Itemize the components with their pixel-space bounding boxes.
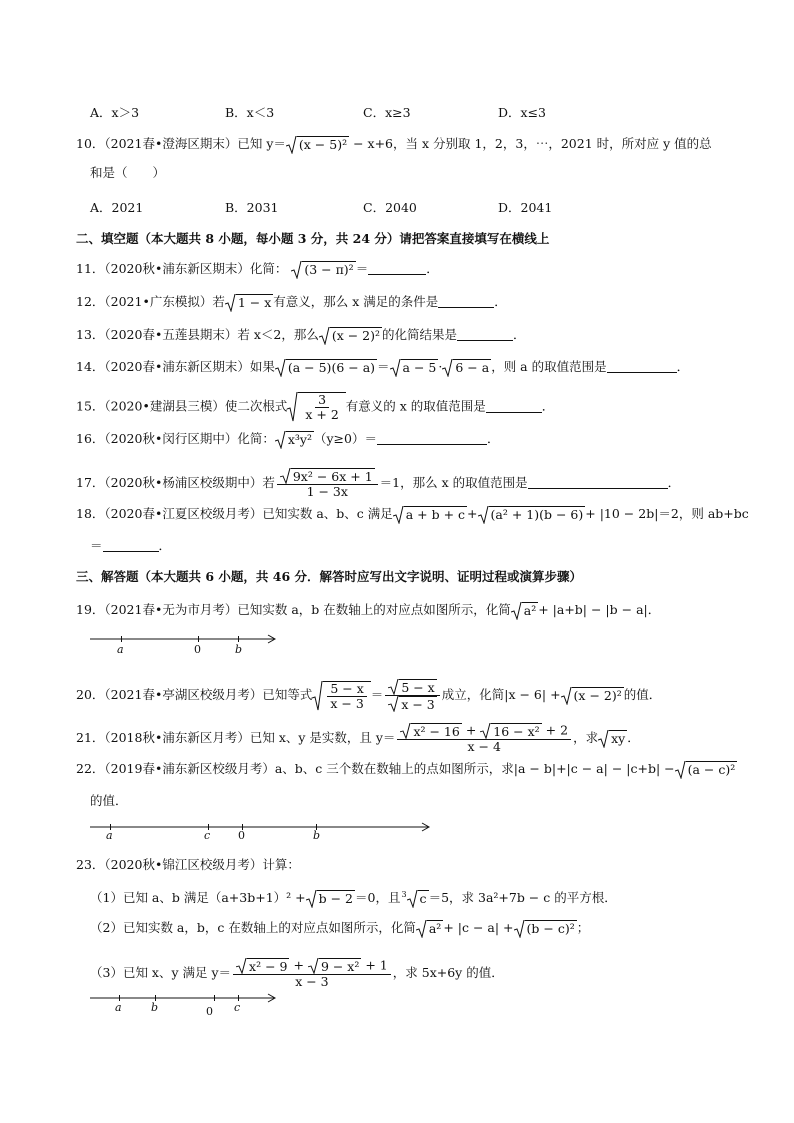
axis-label-c: c [204,829,211,842]
axis-label-0: 0 [206,1005,213,1018]
question-10-cont: 和是（ ） [90,165,166,180]
question-23-part-2: （2）已知实数 a，b，c 在数轴上的对应点如图所示，化简 a² + |c − a| + (b − c)² ； [90,920,590,936]
question-22-cont: 的值． [90,793,128,808]
question-11: 11．（2020秋•浦东新区期末）化简： (3 − π)² ＝ ． [76,261,439,277]
question-16: 16．（2020秋•闵行区期中）化简： x³y² （y≥0）＝ ． [76,431,500,447]
question-23-part-3: （3）已知 x、y 满足 y＝ x² − 9 + 9 − x² + 1 x − 3 ，求 5x+6y 的值． [90,957,504,989]
axis-arrow [90,822,435,832]
question-12: 12．（2021•广东模拟）若 1 − x 有意义，那么 x 满足的条件是 ． [76,294,507,310]
tick [238,636,239,642]
tick [121,636,122,642]
q10-option-a: A．2021 [90,200,144,215]
answer-blank[interactable] [377,432,487,445]
question-21: 21．（2018秋•浦东新区月考）已知 x、y 是实数，且 y＝ x² − 16 + 16 − x² + 2 x − 4 ，求 xy ． [76,722,640,754]
answer-blank[interactable] [486,400,542,413]
axis-label-b: b [235,643,243,656]
question-13: 13．（2020春•五莲县期末）若 x＜2，那么 (x − 2)² 的化简结果是 ． [76,327,526,343]
answer-blank[interactable] [607,360,677,373]
q9-option-d: D．x≤3 [498,105,546,120]
tick [198,636,199,642]
question-20: 20．（2021春•亭湖区校级月考）已知等式 $\frac{5 - x}{x - 3}$ ＝ $\frac{5 - x}{x - 3}$ 成立，化简|x − 6| + (x − 2)² 的值． [76,680,662,712]
section-2-heading: 二、填空题（本大题共 8 小题，每小题 3 分，共 24 分）请把答案直接填写在横线上 [76,231,550,246]
axis-label-a: a [106,829,113,842]
question-22: 22．（2019春•浦东新区校级月考）a、b、c 三个数在数轴上的点如图所示，求|a − b|+|c − a| − |c+b| − (a − c)² [76,761,736,777]
q19-number-line [90,632,280,656]
answer-blank[interactable] [457,328,513,341]
axis-label-c: c [234,1001,241,1014]
section-3-heading: 三、解答题（本大题共 6 小题，共 46 分．解答时应写出文字说明、证明过程或演算步骤） [76,569,583,584]
axis-label-b: b [151,1001,159,1014]
question-15: 15．（2020•建湖县三模）使二次根式 $\frac{3}{x + 2}$ 有意义的 x 的取值范围是 ． [76,392,555,422]
answer-blank[interactable] [103,539,159,552]
question-23: 23．（2020秋•锦江区校级月考）计算： [76,857,300,872]
answer-blank[interactable] [528,476,668,489]
q9-option-a: A．x＞3 [90,105,140,120]
answer-blank[interactable] [368,262,426,275]
sqrt-symbol: (x − 5)² [286,136,349,154]
question-19: 19．（2021春•无为市月考）已知实数 a，b 在数轴上的对应点如图所示，化简 a² + |a+b| − |b − a|． [76,602,661,618]
question-14: 14．（2020春•浦东新区期末）如果 (a − 5)(6 − a) ＝ a − 5 · 6 − a ，则 a 的取值范围是 ． [76,359,690,375]
question-17: 17．（2020秋•杨浦区校级期中）若 $\frac{\text{9x² − 6x + 1}}{1 - 3x}$ ＝1，那么 x 的取值范围是 ． [76,469,681,499]
question-18: 18．（2020春•江夏区校级月考）已知实数 a、b、c 满足 a + b + c + (a² + 1)(b − 6) + |10 − 2b|＝2，则 ab+bc [76,506,749,522]
q22-number-line [90,820,435,844]
q9-option-b: B．x＜3 [225,105,275,120]
q10-option-b: B．2031 [225,200,279,215]
question-23-part-1: （1）已知 a、b 满足（a+3b+1）² + b − 2 ＝0，且$^3$ c ＝5，求 3a²+7b − c 的平方根． [90,890,617,906]
q10-option-c: C．2040 [363,200,417,215]
question-10: 10．（2021春•澄海区期末）已知 y＝ (x − 5)² − x+6，当 x 分别取 1，2，3，⋯，2021 时，所对应 y 值的总 [76,136,712,152]
q10-option-d: D．2041 [498,200,553,215]
answer-blank[interactable] [438,295,494,308]
axis-label-b: b [313,829,321,842]
question-18-cont: ＝ ． [90,538,172,553]
q23-number-line [90,991,280,1018]
axis-label-0: 0 [238,829,245,842]
axis-label-0: 0 [194,643,201,656]
axis-label-a: a [115,1001,122,1014]
axis-label-a: a [117,643,124,656]
tick [214,995,215,1001]
q9-option-c: C．x≥3 [363,105,411,120]
